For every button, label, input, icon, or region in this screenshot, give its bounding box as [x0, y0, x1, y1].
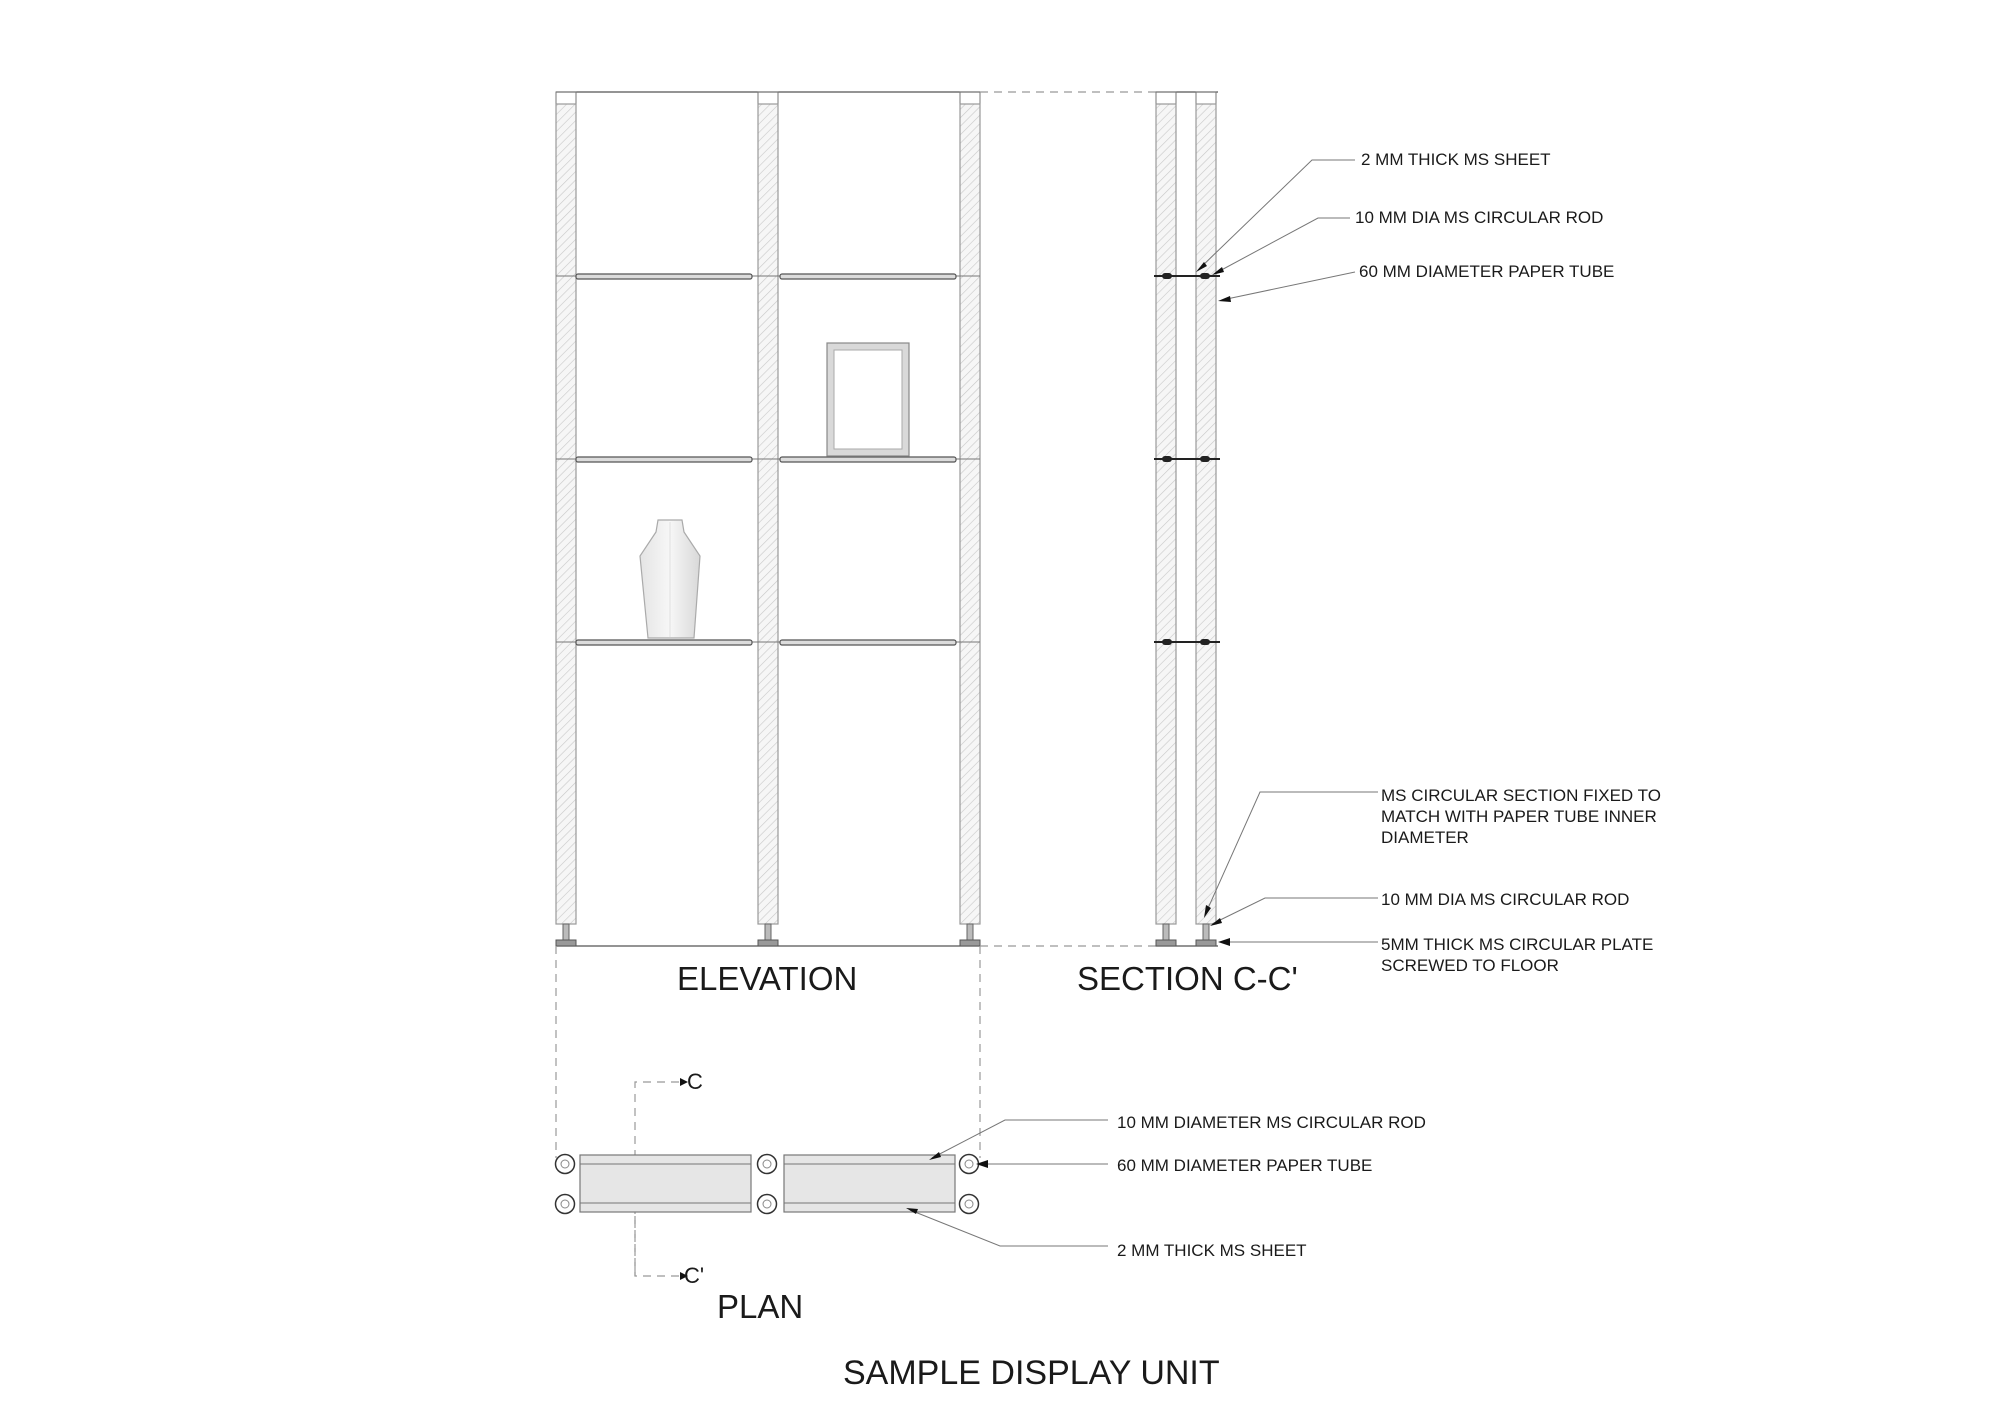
paper-tube-right	[960, 92, 980, 946]
note-plate-line1: 5MM THICK MS CIRCULAR PLATE	[1381, 935, 1654, 954]
section-leaders	[1196, 160, 1378, 946]
note-paper-tube: 60 MM DIAMETER PAPER TUBE	[1359, 262, 1615, 281]
elevation-view	[556, 92, 980, 946]
plan-note-rod: 10 MM DIAMETER MS CIRCULAR ROD	[1117, 1113, 1426, 1132]
note-rod-bottom: 10 MM DIA MS CIRCULAR ROD	[1381, 890, 1630, 909]
section-view	[1154, 92, 1378, 946]
note-circular-section-line3: DIAMETER	[1381, 828, 1469, 847]
section-mark-top: C	[687, 1069, 703, 1094]
paper-tube-left	[556, 92, 576, 946]
plan-view	[556, 1078, 1109, 1280]
projection-lines	[556, 92, 1156, 1158]
note-plate-line2: SCREWED TO FLOOR	[1381, 956, 1559, 975]
elevation-label: ELEVATION	[677, 960, 858, 997]
section-tube-back	[1196, 92, 1216, 946]
plan-label: PLAN	[717, 1288, 804, 1325]
section-mark-bottom: C'	[684, 1263, 705, 1288]
note-ms-sheet: 2 MM THICK MS SHEET	[1361, 150, 1551, 169]
plan-note-tube: 60 MM DIAMETER PAPER TUBE	[1117, 1156, 1373, 1175]
note-circular-section-line2: MATCH WITH PAPER TUBE INNER	[1381, 807, 1657, 826]
paper-tube-middle	[758, 92, 778, 946]
section-tube-front	[1156, 92, 1176, 946]
note-rod-top: 10 MM DIA MS CIRCULAR ROD	[1355, 208, 1604, 227]
plan-note-sheet: 2 MM THICK MS SHEET	[1117, 1241, 1307, 1260]
vase	[640, 520, 700, 638]
section-label: SECTION C-C'	[1077, 960, 1298, 997]
note-circular-section-line1: MS CIRCULAR SECTION FIXED TO	[1381, 786, 1661, 805]
picture-frame	[827, 343, 909, 456]
drawing-title: SAMPLE DISPLAY UNIT	[843, 1354, 1220, 1392]
